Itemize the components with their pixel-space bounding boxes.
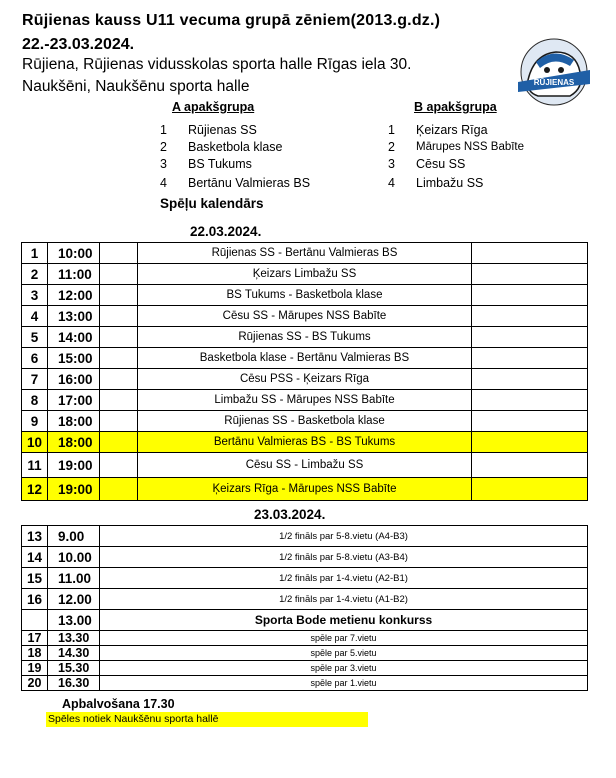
table-row bbox=[22, 589, 588, 610]
game-number: 4 bbox=[22, 306, 48, 327]
game-teams: 1/2 fināls par 5-8.vietu (A4-B3) bbox=[100, 526, 588, 547]
game-time: 18:00 bbox=[48, 411, 100, 432]
location-1: Rūjiena, Rūjienas vidusskolas sporta halle Rīgas iela 30. bbox=[22, 56, 412, 73]
game-number: 2 bbox=[22, 264, 48, 285]
table-row bbox=[22, 646, 588, 661]
game-teams: Cēsu SS - Limbažu SS bbox=[138, 453, 472, 478]
table-row bbox=[22, 369, 588, 390]
game-time: 19:00 bbox=[48, 453, 100, 478]
award-time: Apbalvošana 17.30 bbox=[62, 697, 175, 711]
day2-schedule bbox=[21, 525, 588, 691]
event-dates: 22.-23.03.2024. bbox=[22, 36, 135, 53]
group-a-team: Rūjienas SS bbox=[188, 123, 257, 137]
group-b-team: Ķeizars Rīga bbox=[416, 123, 488, 137]
game-number: 5 bbox=[22, 327, 48, 348]
table-row bbox=[22, 547, 588, 568]
club-logo bbox=[514, 36, 594, 108]
group-a-num: 2 bbox=[160, 140, 167, 154]
game-time: 14.30 bbox=[48, 646, 100, 661]
group-b-num: 4 bbox=[388, 176, 395, 190]
day1-schedule bbox=[21, 242, 588, 501]
group-b-team: Limbažu SS bbox=[416, 176, 484, 190]
group-a-num: 4 bbox=[160, 176, 167, 190]
game-number: 9 bbox=[22, 411, 48, 432]
table-row bbox=[22, 526, 588, 547]
group-a-team: Bertānu Valmieras BS bbox=[188, 176, 311, 190]
group-a-team: BS Tukums bbox=[188, 157, 252, 171]
calendar-heading: Spēļu kalendārs bbox=[160, 196, 264, 211]
game-teams: Rūjienas SS - Basketbola klase bbox=[138, 411, 472, 432]
game-time: 11:00 bbox=[48, 264, 100, 285]
table-row bbox=[22, 676, 588, 691]
game-teams: spēle par 7.vietu bbox=[100, 631, 588, 646]
table-row bbox=[22, 306, 588, 327]
game-number: 18 bbox=[22, 646, 48, 661]
game-number: 12 bbox=[22, 478, 48, 501]
page-title: Rūjienas kauss U11 vecuma grupā zēniem(2013.g.dz.) bbox=[22, 12, 441, 29]
group-a-team: Basketbola klase bbox=[188, 140, 283, 154]
table-row bbox=[22, 411, 588, 432]
game-time: 12:00 bbox=[48, 285, 100, 306]
table-row-contest bbox=[22, 610, 588, 631]
game-number: 15 bbox=[22, 568, 48, 589]
game-teams: spēle par 5.vietu bbox=[100, 646, 588, 661]
game-teams: spēle par 1.vietu bbox=[100, 676, 588, 691]
group-b-num: 3 bbox=[388, 157, 395, 171]
game-teams: spēle par 3.vietu bbox=[100, 661, 588, 676]
table-row bbox=[22, 327, 588, 348]
group-b-num: 1 bbox=[388, 123, 395, 137]
game-time: 11.00 bbox=[48, 568, 100, 589]
game-time: 13.00 bbox=[48, 610, 100, 631]
game-time: 10.00 bbox=[48, 547, 100, 568]
game-time: 13.30 bbox=[48, 631, 100, 646]
table-row bbox=[22, 568, 588, 589]
contest-title: Sporta Bode metienu konkurss bbox=[100, 610, 588, 631]
game-number: 10 bbox=[22, 432, 48, 453]
game-number bbox=[22, 610, 48, 631]
game-number: 11 bbox=[22, 453, 48, 478]
group-b-team: Cēsu SS bbox=[416, 157, 466, 171]
table-row bbox=[22, 243, 588, 264]
table-row bbox=[22, 631, 588, 646]
table-row bbox=[22, 285, 588, 306]
table-row-highlighted bbox=[22, 478, 588, 501]
game-number: 19 bbox=[22, 661, 48, 676]
game-time: 12.00 bbox=[48, 589, 100, 610]
game-teams: 1/2 fināls par 5-8.vietu (A3-B4) bbox=[100, 547, 588, 568]
game-teams: Rūjienas SS - BS Tukums bbox=[138, 327, 472, 348]
game-time: 16.30 bbox=[48, 676, 100, 691]
game-teams: Limbažu SS - Mārupes NSS Babīte bbox=[138, 390, 472, 411]
game-time: 10:00 bbox=[48, 243, 100, 264]
group-b-num: 2 bbox=[388, 140, 395, 154]
day1-date: 22.03.2024. bbox=[190, 224, 262, 239]
game-teams: Ķeizars Limbažu SS bbox=[138, 264, 472, 285]
game-number: 7 bbox=[22, 369, 48, 390]
game-number: 6 bbox=[22, 348, 48, 369]
game-number: 14 bbox=[22, 547, 48, 568]
game-teams: Ķeizars Rīga - Mārupes NSS Babīte bbox=[138, 478, 472, 501]
game-number: 3 bbox=[22, 285, 48, 306]
venue-note: Spēles notiek Naukšēnu sporta hallē bbox=[46, 712, 368, 727]
day2-date: 23.03.2024. bbox=[254, 507, 326, 522]
game-number: 17 bbox=[22, 631, 48, 646]
group-b-team: Mārupes NSS Babīte bbox=[416, 141, 525, 153]
game-number: 16 bbox=[22, 589, 48, 610]
game-teams: 1/2 fināls par 1-4.vietu (A2-B1) bbox=[100, 568, 588, 589]
game-time: 15:00 bbox=[48, 348, 100, 369]
game-time: 13:00 bbox=[48, 306, 100, 327]
game-number: 1 bbox=[22, 243, 48, 264]
game-teams: Bertānu Valmieras BS - BS Tukums bbox=[138, 432, 472, 453]
group-a-heading: A apakšgrupa bbox=[172, 100, 255, 114]
logo-text: RŪJIENAS bbox=[533, 78, 575, 87]
game-teams: BS Tukums - Basketbola klase bbox=[138, 285, 472, 306]
group-a-num: 3 bbox=[160, 157, 167, 171]
game-time: 18:00 bbox=[48, 432, 100, 453]
game-number: 8 bbox=[22, 390, 48, 411]
group-b-heading: B apakšgrupa bbox=[414, 100, 497, 114]
table-row bbox=[22, 264, 588, 285]
table-row bbox=[22, 661, 588, 676]
game-time: 9.00 bbox=[48, 526, 100, 547]
table-row bbox=[22, 348, 588, 369]
game-time: 19:00 bbox=[48, 478, 100, 501]
table-row bbox=[22, 453, 588, 478]
game-number: 20 bbox=[22, 676, 48, 691]
game-time: 15.30 bbox=[48, 661, 100, 676]
game-time: 17:00 bbox=[48, 390, 100, 411]
table-row-highlighted bbox=[22, 432, 588, 453]
game-teams: Cēsu PSS - Ķeizars Rīga bbox=[138, 369, 472, 390]
game-teams: Cēsu SS - Mārupes NSS Babīte bbox=[138, 306, 472, 327]
game-teams: Basketbola klase - Bertānu Valmieras BS bbox=[138, 348, 472, 369]
game-teams: Rūjienas SS - Bertānu Valmieras BS bbox=[138, 243, 472, 264]
group-a-num: 1 bbox=[160, 123, 167, 137]
game-teams: 1/2 fināls par 1-4.vietu (A1-B2) bbox=[100, 589, 588, 610]
game-time: 16:00 bbox=[48, 369, 100, 390]
game-number: 13 bbox=[22, 526, 48, 547]
game-time: 14:00 bbox=[48, 327, 100, 348]
table-row bbox=[22, 390, 588, 411]
location-2: Naukšēni, Naukšēnu sporta halle bbox=[22, 78, 250, 95]
